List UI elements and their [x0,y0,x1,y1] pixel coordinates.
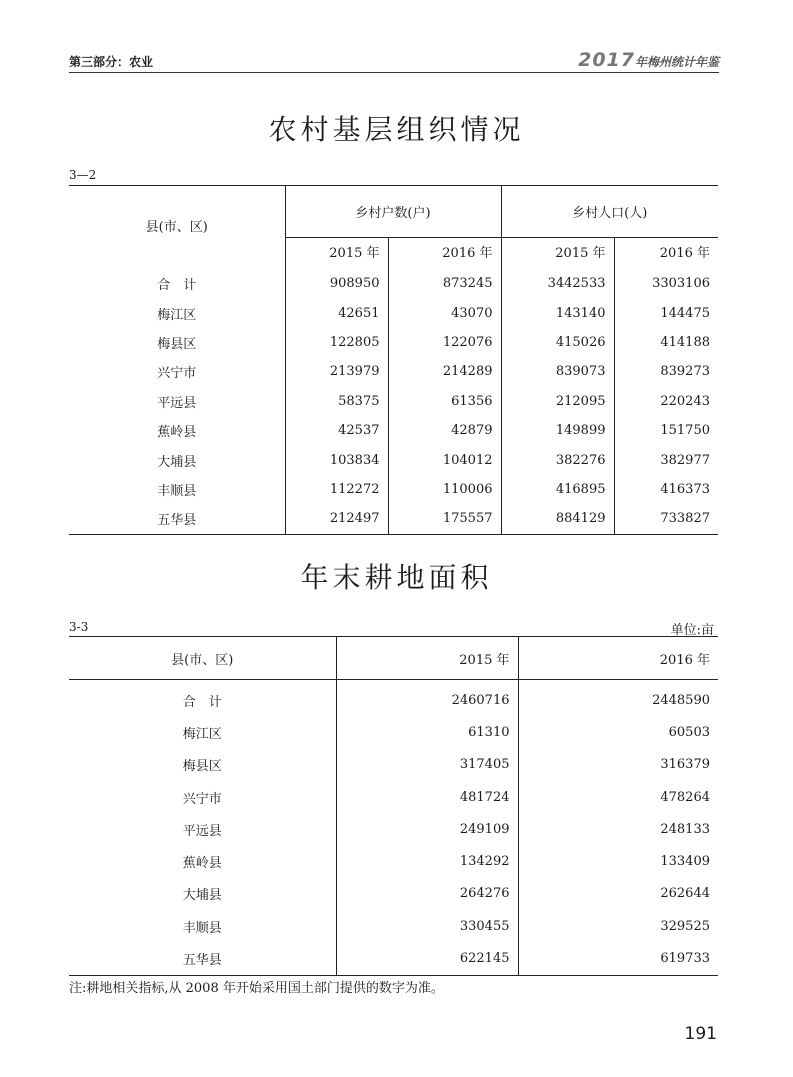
table2-unit: 单位:亩 [670,623,714,638]
table-row [69,845,718,877]
book-year: 2017 [578,49,635,71]
page-number: 191 [684,1024,717,1044]
value-cell: 58375 [285,387,388,416]
table-row [69,416,718,445]
region-name: 合 计 [182,694,222,710]
value-cell: 622145 [336,942,518,975]
table1-year-header: 2016 年 [388,238,501,266]
value-cell: 220243 [614,387,718,416]
table-row [69,878,718,910]
value-cell: 317405 [336,749,518,781]
value-cell: 3442533 [501,265,614,298]
table1-year-header: 2015 年 [285,238,388,266]
value-cell: 873245 [388,265,501,298]
table2-year-header: 2015 年 [336,637,518,680]
table1-population-header: 乡村人口(人) [501,186,718,238]
value-cell: 329525 [518,910,718,942]
book-title: 年梅州统计年鉴 [634,55,719,69]
region-name: 兴宁市 [157,366,197,382]
value-cell: 884129 [501,504,614,534]
value-cell: 110006 [388,475,501,504]
table-row [69,716,718,748]
region-name: 丰顺县 [182,920,222,936]
value-cell: 414188 [614,328,718,357]
value-cell: 133409 [518,845,718,877]
table2-year-header: 2016 年 [518,637,718,680]
value-cell: 619733 [518,942,718,975]
value-cell: 61310 [336,716,518,748]
value-cell: 264276 [336,878,518,910]
value-cell: 248133 [518,813,718,845]
value-cell: 908950 [285,265,388,298]
table1-year-header: 2016 年 [614,238,718,266]
value-cell: 481724 [336,781,518,813]
value-cell: 103834 [285,445,388,474]
table2-title: 年末耕地面积 [300,561,493,594]
value-cell: 144475 [614,298,718,327]
table-row [69,475,718,504]
value-cell: 2460716 [336,680,518,717]
value-cell: 2448590 [518,680,718,717]
region-name: 梅江区 [182,726,222,742]
value-cell: 42537 [285,416,388,445]
value-cell: 733827 [614,504,718,534]
value-cell: 330455 [336,910,518,942]
table-row [69,813,718,845]
value-cell: 122805 [285,328,388,357]
value-cell: 175557 [388,504,501,534]
region-name: 五华县 [182,953,222,969]
value-cell: 112272 [285,475,388,504]
value-cell: 134292 [336,845,518,877]
table2-region-header: 县(市、区) [69,637,336,680]
region-name: 梅县区 [182,759,222,775]
region-name: 蕉岭县 [182,856,222,872]
table-row [69,298,718,327]
table-row [69,357,718,386]
value-cell: 104012 [388,445,501,474]
table-row [69,328,718,357]
table-row [69,504,718,534]
cultivated-land-table [69,636,718,976]
table-row [69,910,718,942]
value-cell: 415026 [501,328,614,357]
table1-year-header: 2015 年 [501,238,614,266]
value-cell: 839273 [614,357,718,386]
book-header [578,49,719,71]
table-row [69,749,718,781]
value-cell: 478264 [518,781,718,813]
table-row [69,387,718,416]
footnote: 注:耕地相关指标,从 2008 年开始采用国土部门提供的数字为准。 [69,981,444,996]
region-name: 丰顺县 [157,483,197,499]
region-name: 五华县 [157,513,197,529]
value-cell: 214289 [388,357,501,386]
rural-organization-table [69,185,718,535]
table-row [69,445,718,474]
table2-number: 3-3 [69,620,89,634]
table-row [69,942,718,975]
value-cell: 3303106 [614,265,718,298]
table1-number: 3—2 [69,168,97,182]
region-name: 梅县区 [157,336,197,352]
value-cell: 122076 [388,328,501,357]
value-cell: 213979 [285,357,388,386]
table-row [69,781,718,813]
value-cell: 212095 [501,387,614,416]
region-name: 蕉岭县 [157,425,197,441]
value-cell: 382276 [501,445,614,474]
value-cell: 149899 [501,416,614,445]
table-row [69,265,718,298]
table1-households-header: 乡村户数(户) [285,186,501,238]
value-cell: 151750 [614,416,718,445]
value-cell: 42879 [388,416,501,445]
value-cell: 839073 [501,357,614,386]
region-name: 大埔县 [182,888,222,904]
value-cell: 61356 [388,387,501,416]
header-rule [69,72,719,73]
region-name: 兴宁市 [182,791,222,807]
value-cell: 382977 [614,445,718,474]
value-cell: 212497 [285,504,388,534]
value-cell: 262644 [518,878,718,910]
value-cell: 416895 [501,475,614,504]
value-cell: 316379 [518,749,718,781]
region-name: 合 计 [157,278,197,294]
region-name: 大埔县 [157,454,197,470]
value-cell: 143140 [501,298,614,327]
region-name: 平远县 [157,395,197,411]
region-name: 平远县 [182,823,222,839]
region-name: 梅江区 [157,307,197,323]
table1-title: 农村基层组织情况 [268,113,525,146]
value-cell: 43070 [388,298,501,327]
table-row [69,680,718,717]
table1-region-header: 县(市、区) [145,220,208,235]
value-cell: 42651 [285,298,388,327]
value-cell: 249109 [336,813,518,845]
value-cell: 60503 [518,716,718,748]
section-header: 第三部分：农业 [69,55,154,69]
value-cell: 416373 [614,475,718,504]
